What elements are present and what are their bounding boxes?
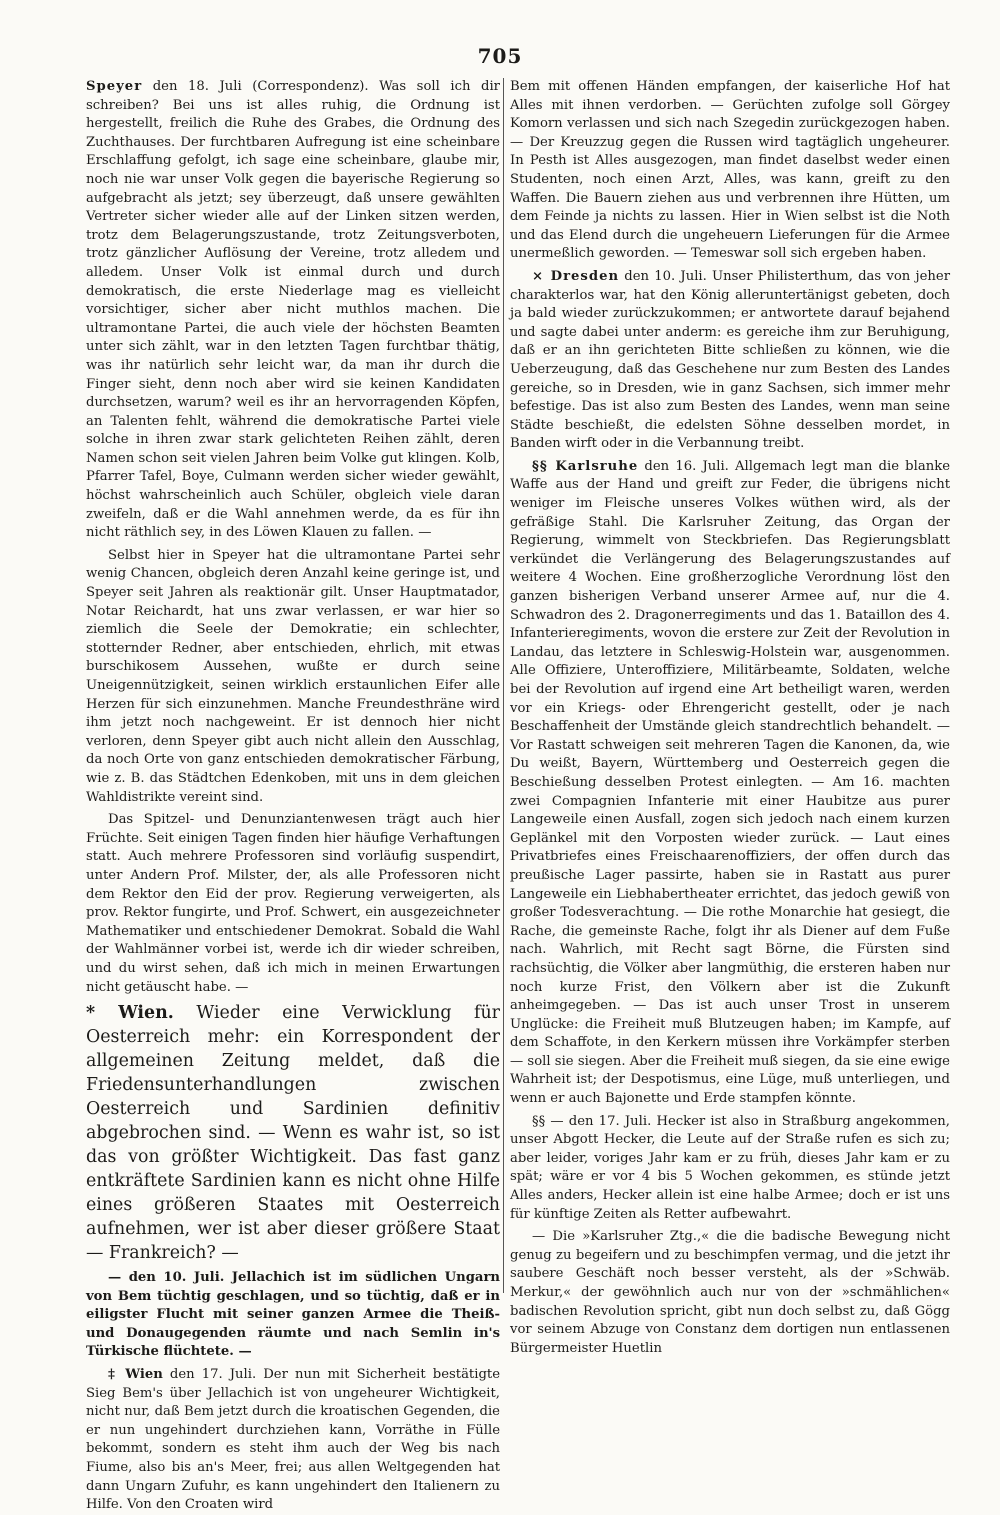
paragraph-continued: Bem mit offenen Händen empfangen, der kaiserliche Hof hat Alles mit ihnen verdorben. — Gerüchten zufolge soll Görgey Komorn verlassen und sich nach Szegedin zurückgezogen haben. — Der Kreuzzug gegen die Russen wird tagtäglich ungeheurer. In Pesth ist Alles ausgezogen, man findet daselbst weder einen Studenten, noch einen Arzt, Alles, was kann, greift zu den Waffen. Die Bauern ziehen aus und verbrennen ihre Hütten, um dem Feinde ja nichts zu lassen. Hier in Wien selbst ist die Noth und das Elend durch die ungeheuern Lieferungen für die Armee unermeßlich geworden. — Temeswar soll sich ergeben haben. bbox=[510, 79, 950, 262]
article-karlsruhe: §§ Karlsruhe den 16. Juli. Allgemach legt man die blanke Waffe aus der Hand und greift zur Feder, die übrigens nicht weniger im Fleische unseres Volkes wüthen wird, als der gefräßige Stahl. Die Karlsruher Zeitung, das Organ der Regierung, wimmelt von Steckbriefen. Das Regierungsblatt verkündet die Verlängerung des Belagerungszustandes auf weitere 4 Wochen. Eine großherzogliche Verordnung löst den ganzen bisherigen Verband unserer Armee auf, nur die 4. Schwadron des 2. Dragonerregiments und das 1. Bataillon des 4. Infanterieregiments, wovon die erstere zur Zeit der Revolution in Landau, das letztere in Schleswig-Holstein war, ausgenommen. Alle Offiziere, Unteroffiziere, Militärbeamte, Soldaten, welche bei der Revolution auf irgend eine Art betheiligt waren, werden vor ein Kriegs- oder Ehrengericht gestellt, oder je nach Beschaffenheit der Umstände gleich standrechtlich behandelt. — Vor Rastatt schweigen seit mehreren Tagen die Kanonen, da, wie Du weißt, Bayern, Württemberg und Oesterreich gegen die Beschießung desselben Protest einlegten. — Am 16. machten zwei Compagnien Infanterie mit einer Haubitze aus purer Langeweile einen Ausfall, zogen sich jedoch nach einem kurzen Geplänkel mit den Vorposten wieder zurück. — Laut eines Privatbriefes eines Freischaarenoffiziers, der offen durch das preußische Lager passirte, haben sie in Rastatt aus purer Langeweile ein Liebhabertheater errichtet, das jedoch gewiß von großer Todesverachtung. — Die rothe Monarchie hat gesiegt, die Rache, die gemeinste Rache, folgt ihr als Diener auf dem Fuße nach. Wahrlich, mit Recht sagt Börne, die Fürsten sind rachsüchtig, die Völker aber langmüthig, die ersteren haben nur noch kurze Frist, den Völkern aber ist die Zukunft anheimgegeben. — Das ist auch unser Trost in unserem Unglücke: die Freiheit muß Blutzeugen haben; im Kampfe, auf dem Schaffote, in den Kerkern müssen ihre Vorkämpfer sterben — soll sie siegen. Aber die Freiheit muß siegen, da sie eine ewige Wahrheit ist; der Despotismus, eine Lüge, muß unterliegen, und wenn er auch Bajonette und Erde stampfen könnte. bbox=[510, 458, 950, 1107]
page-number: 705 bbox=[477, 44, 523, 68]
dateline-speyer: Speyer bbox=[86, 79, 143, 94]
column-divider bbox=[503, 78, 504, 1293]
dateline-karlsruhe: §§ Karlsruhe bbox=[532, 458, 639, 474]
article-karlsruher-ztg: — Die »Karlsruher Ztg.,« die die badische Bewegung nicht genug zu begeifern und zu beschimpfen vermag, und die jetzt ihr saubere Geschäft noch besser versteht, als der »Schwäb. Merkur,« der gewöhnlich auch nur von der »schmählichen« badischen Revolution spricht, gibt nun doch selbst zu, daß Gögg vor seinem Abzuge von Constanz dem dortigen nun entlassenen Bürgermeister Huetlin bbox=[510, 1229, 950, 1356]
dateline-wien: * Wien. bbox=[86, 1003, 174, 1024]
article-wien-17-juli: ‡ Wien den 17. Juli. Der nun mit Sicherheit bestätigte Sieg Bem's über Jellachich ist von ungeheurer Wichtigkeit, nicht nur, daß Bem jetzt durch die kroatischen Gegenden, die er nun ungehindert durchziehen kann, Vorräthe in Fülle bekommt, sondern es steht ihm auch der Weg bis nach Fiume, also bis an's Meer, frei; aus allen Weltgegenden hat dann Ungarn Zufuhr, es kann ungehindert den Italienern zu Hilfe. Von den Croaten wird bbox=[86, 1367, 500, 1513]
article-dresden: × Dresden den 10. Juli. Unser Philisterthum, das von jeher charakterlos war, hat den König alleruntertänigst gebeten, doch ja bald wieder zurückzukommen; er antwortete darauf bejahend und sagte dabei unter anderm: es gereiche ihm zur Beruhigung, daß er an ihn gerichteten Bitte schließen zu können, wie die Ueberzeugung, daß das Geschehene nur zum Besten des Landes gereiche, so in Dresden, wie in ganz Sachsen, sich immer mehr befestige. Das ist also zum Besten des Landes, wenn man seine Städte beschießt, die edelsten Söhne desselben mordet, in Banden wirft oder in die Verbannung treibt. bbox=[510, 268, 950, 452]
page-header bbox=[0, 36, 1000, 76]
article-speyer: Speyer den 18. Juli (Correspondenz). Was soll ich dir schreiben? Bei uns ist alles ruhig, die Ordnung ist hergestellt, freilich die Ruhe des Grabes, die Ordnung des Zuchthauses. Der furchtbaren Aufregung ist eine scheinbare Erschlaffung gefolgt, ich sage eine scheinbare, glaube mir, noch nie war unser Volk gegen die bayerische Regierung so aufgebracht als jetzt; sey überzeugt, daß unsere gewählten Vertreter sicher wieder alle auf der Linken sitzen werden, trotz dem Belagerungszustande, trotz Zeitungsverboten, trotz gänzlicher Auflösung der Vereine, trotz alledem und alledem. Unser Volk ist einmal durch und durch demokratisch, die erste Niederlage mag es vielleicht vorsichtiger, sicher aber nicht muthlos machen. Die ultramontane Partei, die auch viele der höchsten Beamten unter sich zählt, war in den letzten Tagen furchtbar thätig, was ihr natürlich sehr leicht war, da man ihr durch die Finger sieht, denn noch aber wird sie keinen Kandidaten durchsetzen, warum? weil es ihr an hervorragenden Köpfen, an Talenten fehlt, während die demokratische Partei viele solche in ihren zwar stark gelichteten Reihen zählt, deren Namen schon seit vielen Jahren beim Volke gut klingen. Kolb, Pfarrer Tafel, Boye, Culmann werden sicher wieder gewählt, höchst wahrscheinlich auch Schüler, obgleich viele daran zweifeln, daß er die Wahl annehmen werde, da es für ihn nicht räthlich sey, in des Löwen Klauen zu fallen. — bbox=[86, 79, 500, 541]
dateline-wien-2: ‡ Wien bbox=[108, 1367, 163, 1383]
article-wien: * Wien. Wieder eine Verwicklung für Oesterreich mehr: ein Korrespondent der allgemeinen Zeitung meldet, daß die Friedensunterhandlungen zwischen Oesterreich und Sardinien definitiv abgebrochen sind. — Wenn es wahr ist, so ist das von größter Wichtigkeit. Das fast ganz entkräftete Sardinien kann es nicht ohne Hilfe eines größeren Staates mit Oesterreich aufnehmen, wer ist aber dieser größere Staat — Frankreich? — bbox=[86, 1003, 500, 1264]
article-wien-10-juli: — den 10. Juli. Jellachich ist im südlichen Ungarn von Bem tüchtig geschlagen, und so tüchtig, daß er in eiligster Flucht mit seiner ganzen Armee die Theiß- und Donaugegenden räumte und nach Semlin in's Türkische flüchtete. — bbox=[86, 1270, 500, 1360]
dateline-dresden: × Dresden bbox=[532, 268, 620, 284]
paragraph: Das Spitzel- und Denunziantenwesen trägt auch hier Früchte. Seit einigen Tagen finden hier häufige Verhaftungen statt. Auch mehrere Professoren sind vorläufig suspendirt, unter Andern Prof. Milster, der, als alle Professoren nicht dem Rektor den Eid der prov. Regierung verweigerten, als prov. Rektor fungirte, und Prof. Schwert, ein ausgezeichneter Mathematiker und entschiedener Demokrat. Sobald die Wahl der Wahlmänner vorbei ist, werde ich dir wieder schreiben, und du wirst sehen, daß ich mich in meinen Erwartungen nicht getäuscht habe. — bbox=[86, 812, 500, 995]
paragraph: Selbst hier in Speyer hat die ultramontane Partei sehr wenig Chancen, obgleich deren Anzahl keine geringe ist, und Speyer seit Jahren als reaktionär gilt. Unser Hauptmatador, Notar Reichardt, hat uns zwar verlassen, er war hier so ziemlich die Seele der Demokratie; ein schlechter, stotternder Redner, aber entschieden, ehrlich, mit etwas burschikosem Aussehen, wußte er durch seine Uneigennützigkeit, seinen wirklich erstaunlichen Eifer alle Herzen für sich einzunehmen. Manche Freundesthräne wird ihm jetzt noch nachgeweint. Er ist dennoch hier nicht verloren, denn Speyer gibt auch nicht allein den Ausschlag, da noch Orte von ganz entschieden demokratischer Färbung, wie z. B. das Städtchen Edenkoben, mit uns in dem gleichen Wahldistrikte vereint sind. bbox=[86, 547, 500, 805]
article-karlsruhe-17-juli: §§ — den 17. Juli. Hecker ist also in Straßburg angekommen, unser Abgott Hecker, die Leute auf der Straße rufen es sich zu; aber leider, voriges Jahr kam er zu früh, dieses Jahr kam er zu spät; wäre er vor 4 bis 5 Wochen gekommen, es stünde jetzt Alles anders, Hecker allein ist eine halbe Armee; doch er ist uns für künftige Zeiten als Retter aufbewahrt. bbox=[510, 1113, 950, 1222]
right-column bbox=[510, 78, 950, 1356]
left-column bbox=[86, 78, 500, 1513]
